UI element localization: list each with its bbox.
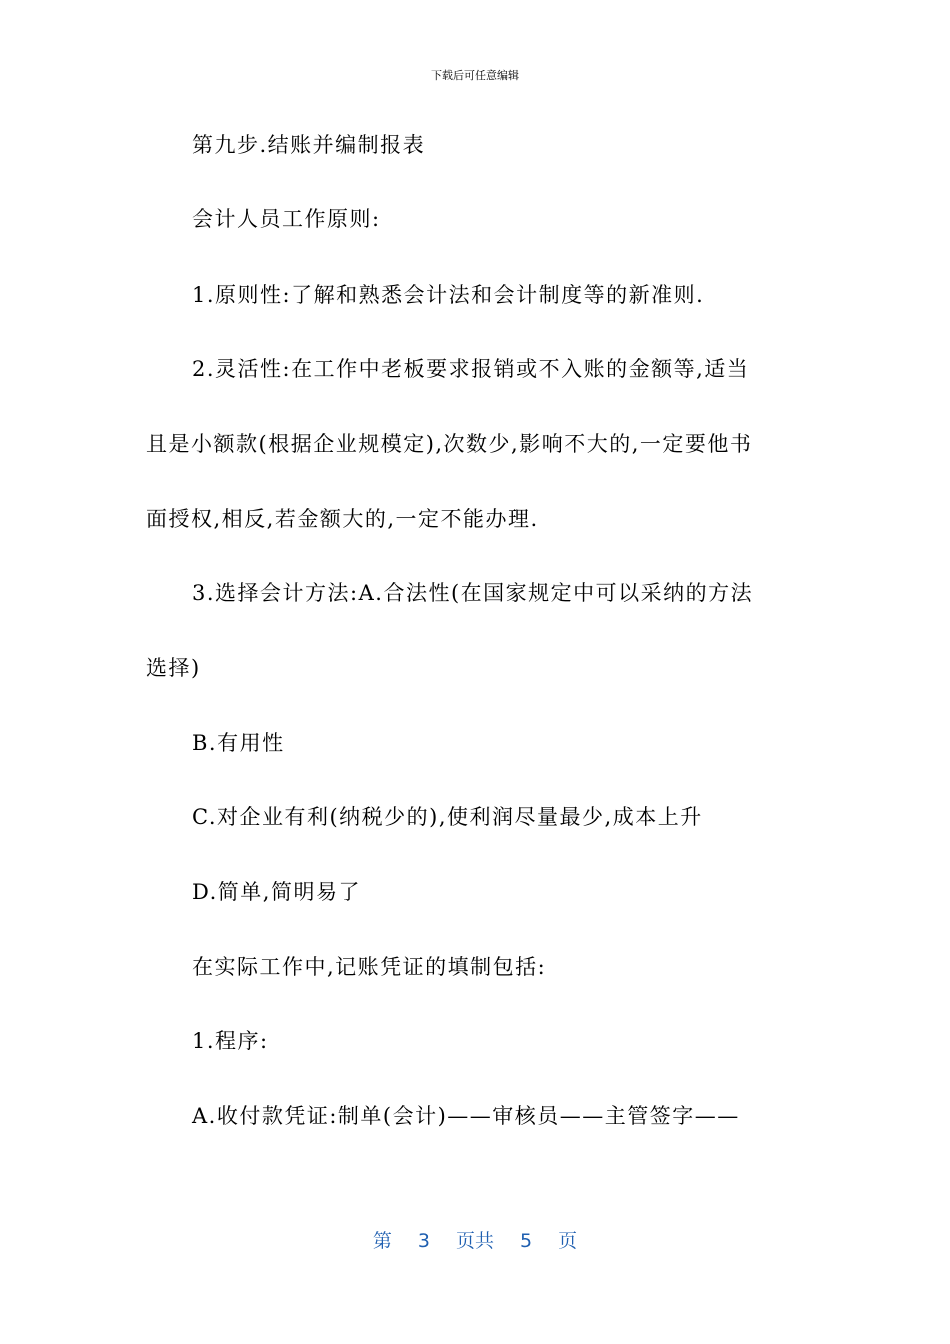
footer-suffix: 页 (558, 1230, 578, 1252)
body-line-10: C.对企业有利(纳税少的),使利润尽量最少,成本上升 (192, 805, 703, 829)
body-line-3: 1.原则性:了解和熟悉会计法和会计制度等的新准则. (192, 283, 705, 307)
body-line-12: 在实际工作中,记账凭证的填制包括: (192, 955, 547, 979)
footer-middle: 页共 (455, 1230, 494, 1252)
body-line-1: 第九步.结账并编制报表 (192, 133, 426, 157)
body-line-14: A.收付款凭证:制单(会计)——审核员——主管签字—— (192, 1104, 740, 1128)
body-line-4: 2.灵活性:在工作中老板要求报销或不入账的金额等,适当 (192, 357, 750, 381)
body-line-9: B.有用性 (192, 731, 285, 755)
body-line-11: D.简单,简明易了 (192, 880, 361, 904)
footer-total-pages: 5 (520, 1230, 533, 1252)
body-line-5: 且是小额款(根据企业规模定),次数少,影响不大的,一定要他书 (146, 432, 753, 456)
body-line-6: 面授权,相反,若金额大的,一定不能办理. (146, 507, 539, 531)
body-line-8: 选择) (146, 656, 201, 680)
page-footer (0, 1226, 950, 1253)
page-header-note: 下载后可任意编辑 (431, 69, 519, 82)
footer-current-page: 3 (417, 1230, 430, 1252)
footer-prefix: 第 (372, 1230, 392, 1252)
body-line-13: 1.程序: (192, 1029, 269, 1053)
body-line-2: 会计人员工作原则: (192, 207, 381, 231)
body-line-7: 3.选择会计方法:A.合法性(在国家规定中可以采纳的方法 (192, 581, 754, 605)
